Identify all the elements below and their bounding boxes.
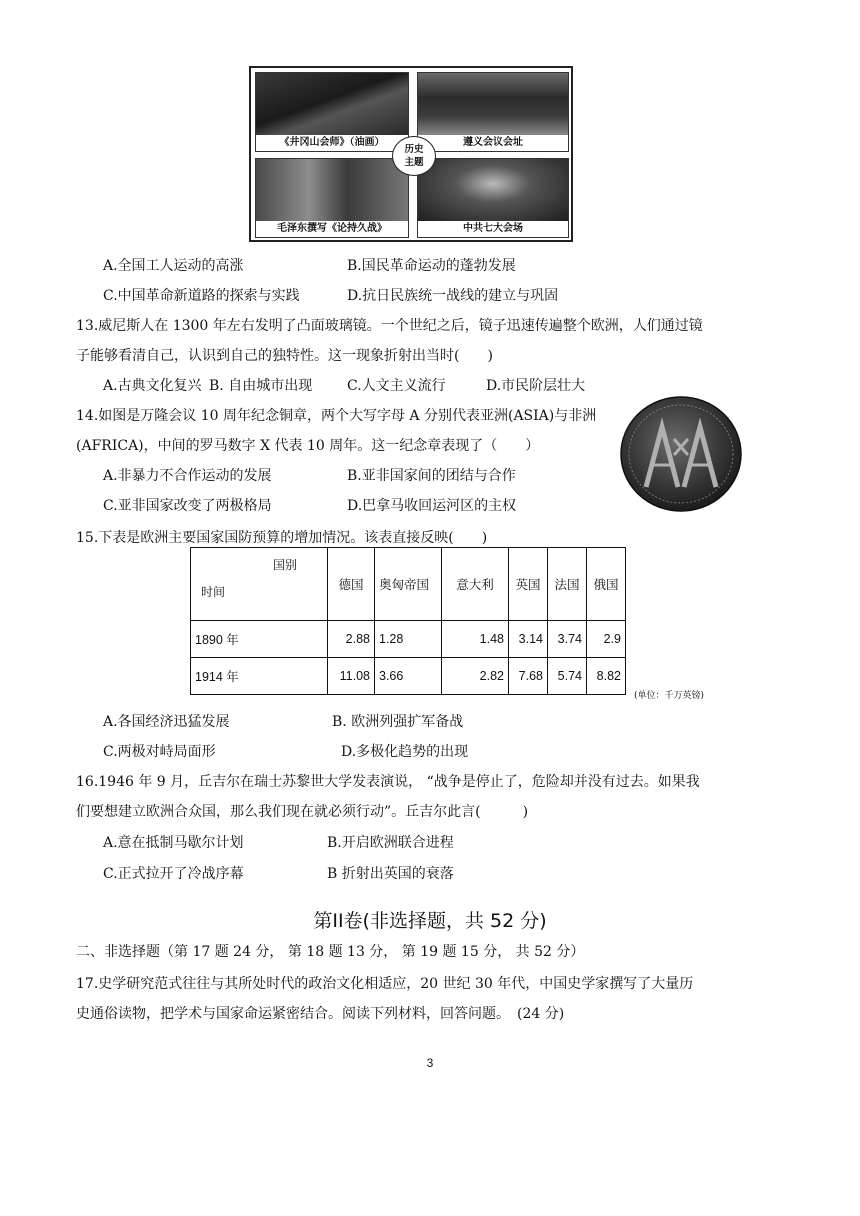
table-cell: 2.88	[328, 621, 375, 658]
photo-zunyi-site	[417, 72, 569, 152]
table-row	[191, 658, 626, 695]
page-number: 3	[426, 1056, 434, 1070]
table-cell: 2.9	[587, 621, 626, 658]
q13-option-a: A.古典文化复兴	[103, 378, 202, 394]
q15-option-c: C.两极对峙局面形	[103, 744, 216, 760]
column-header: 德国	[328, 548, 375, 621]
section-title: 第II卷(非选择题，共 52 分)	[313, 910, 547, 932]
q12-option-b: B.国民革命运动的蓬勃发展	[347, 258, 516, 274]
photo-caption: 毛泽东撰写《论持久战》	[256, 221, 408, 237]
q16-option-a: A.意在抵制马歇尔计划	[103, 835, 244, 851]
table-cell: 3.14	[509, 621, 548, 658]
history-theme-badge	[392, 136, 436, 176]
photo-mao-writing	[255, 158, 409, 238]
table-cell: 11.08	[328, 658, 375, 695]
badge-label: 历史	[404, 144, 424, 155]
q16-stem: 16.1946 年 9 月，丘吉尔在瑞士苏黎世大学发表演说， “战争是停止了，危险却并没有过去。如果我	[76, 774, 700, 790]
q14-stem: (AFRICA)，中间的罗马数字 X 代表 10 周年。这一纪念章表现了（ ）	[76, 438, 540, 454]
history-theme-collage	[249, 66, 573, 242]
table-cell: 3.66	[375, 658, 442, 695]
q17-stem: 史通俗读物，把学术与国家命运紧密结合。阅读下列材料，回答问题。 (24 分)	[76, 1006, 565, 1022]
q14-option-c: C.亚非国家改变了两极格局	[103, 498, 272, 514]
photo-jinggangshan	[255, 72, 409, 152]
q17-stem: 17.史学研究范式往往与其所处时代的政治文化相适应，20 世纪 30 年代，中国史学家撰写了大量历	[76, 976, 694, 992]
badge-label: 主题	[404, 157, 424, 168]
q12-option-d: D.抗日民族统一战线的建立与巩固	[347, 288, 559, 304]
table-cell: 5.74	[548, 658, 587, 695]
section-heading: 二、非选择题（第 17 题 24 分， 第 18 题 13 分， 第 19 题 15 分， 共 52 分）	[76, 944, 585, 960]
q13-stem: 13.威尼斯人在 1300 年左右发明了凸面玻璃镜。一个世纪之后，镜子迅速传遍整个欧洲，人们通过镜	[76, 318, 703, 334]
q12-option-a: A.全国工人运动的高涨	[103, 258, 244, 274]
q13-option-b: B. 自由城市出现	[209, 378, 313, 394]
column-header: 奥匈帝国	[375, 548, 442, 621]
q14-option-a: A.非暴力不合作运动的发展	[103, 468, 272, 484]
table-cell: 8.82	[587, 658, 626, 695]
q15-stem: 15.下表是欧洲主要国家国防预算的增加情况。该表直接反映( )	[76, 530, 488, 546]
photo-caption: 中共七大会场	[418, 221, 568, 237]
q15-option-b: B. 欧洲列强扩军备战	[332, 714, 464, 730]
q13-option-d: D.市民阶层壮大	[486, 378, 586, 394]
row-year: 1890 年	[191, 621, 328, 658]
table-cell: 3.74	[548, 621, 587, 658]
row-year: 1914 年	[191, 658, 328, 695]
photo-caption: 《井冈山会师》（油画）	[256, 135, 408, 151]
q12-option-c: C.中国革命新道路的探索与实践	[103, 288, 300, 304]
header-country: 国别	[272, 558, 297, 572]
q13-stem: 子能够看清自己，认识到自己的独特性。这一现象折射出当时( )	[76, 348, 493, 364]
q14-option-b: B.亚非国家间的团结与合作	[347, 468, 516, 484]
q16-option-b: B.开启欧洲联合进程	[327, 835, 454, 851]
header-time: 时间	[201, 585, 226, 599]
q15-option-d: D.多极化趋势的出现	[341, 744, 469, 760]
column-header: 英国	[509, 548, 548, 621]
q16-option-d: B 折射出英国的衰落	[327, 866, 454, 882]
column-header: 意大利	[442, 548, 509, 621]
table-cell: 2.82	[442, 658, 509, 695]
table-row	[191, 621, 626, 658]
table-cell: 1.48	[442, 621, 509, 658]
photo-caption: 遵义会议会址	[418, 135, 568, 151]
table-cell: 1.28	[375, 621, 442, 658]
defense-budget-table	[190, 547, 626, 695]
photo-seventh-congress	[417, 158, 569, 238]
bandung-medal-image	[620, 395, 742, 513]
column-header: 俄国	[587, 548, 626, 621]
q13-option-c: C.人文主义流行	[347, 378, 446, 394]
column-header: 法国	[548, 548, 587, 621]
table-corner-header	[191, 548, 328, 621]
q16-option-c: C.正式拉开了冷战序幕	[103, 866, 244, 882]
table-unit-note: (单位：千万英镑)	[634, 691, 705, 701]
q14-stem: 14.如图是万隆会议 10 周年纪念铜章，两个大写字母 A 分别代表亚洲(ASIA)与非洲	[76, 408, 597, 424]
table-cell: 7.68	[509, 658, 548, 695]
q14-option-d: D.巴拿马收回运河区的主权	[347, 498, 517, 514]
q15-option-a: A.各国经济迅猛发展	[103, 714, 230, 730]
q16-stem: 们要想建立欧洲合众国，那么我们现在就必须行动”。丘吉尔此言( )	[76, 804, 529, 820]
